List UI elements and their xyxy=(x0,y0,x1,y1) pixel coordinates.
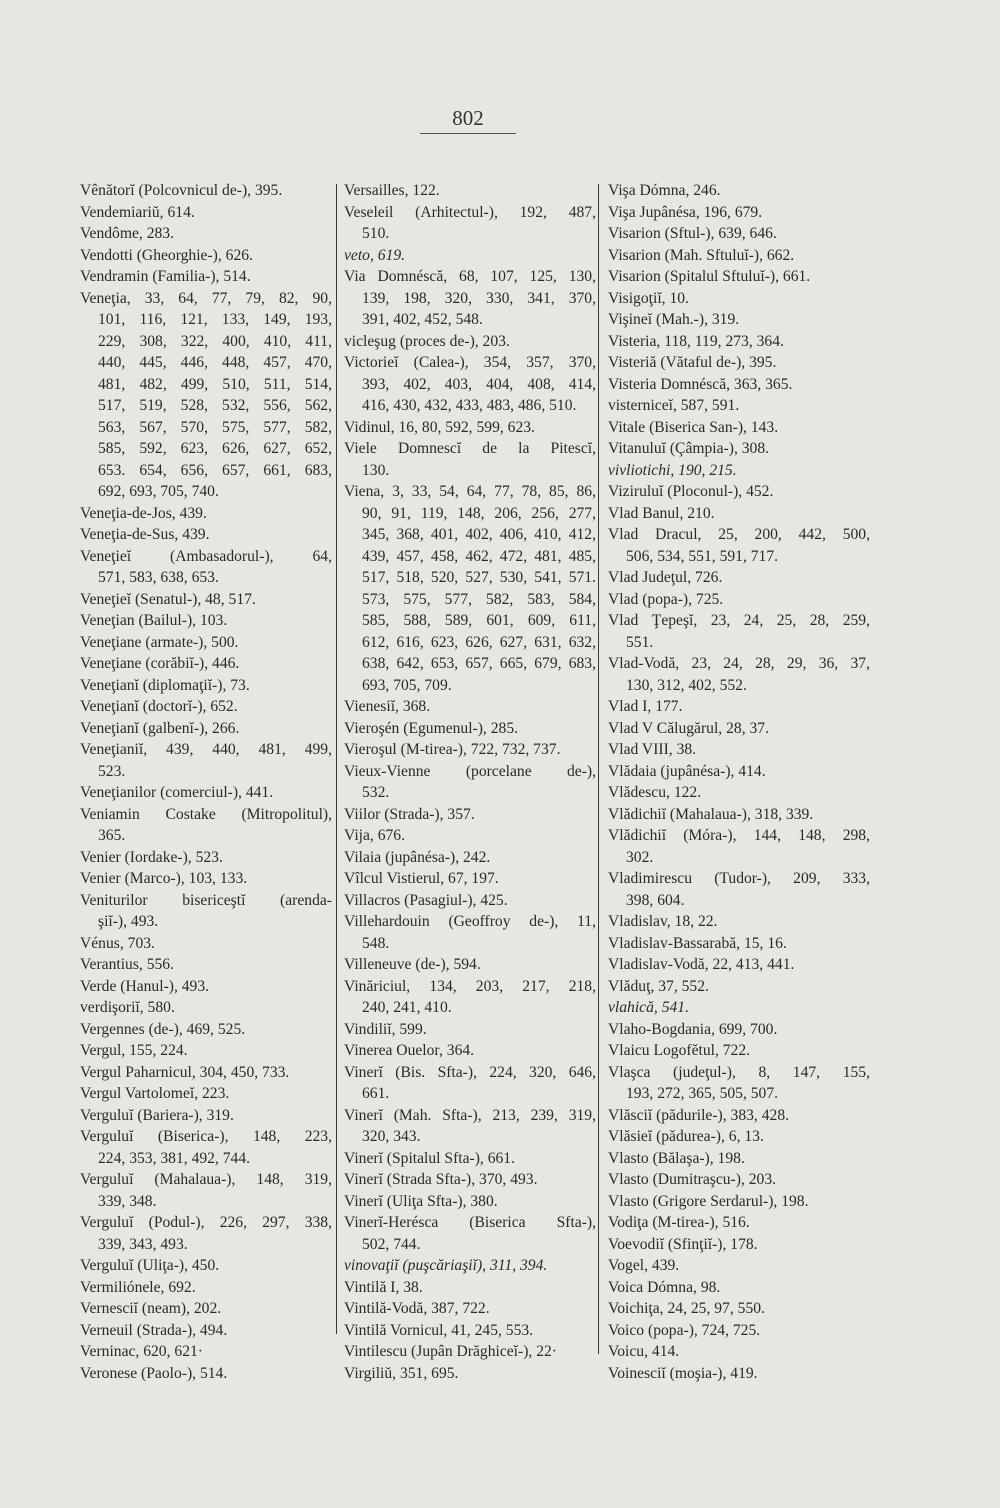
index-entry-line: Vidinul, 16, 80, 592, 599, 623. xyxy=(344,418,535,436)
index-entry-line: Verneuil (Strada-), 494. xyxy=(80,1321,228,1339)
index-entry-line: 551. xyxy=(626,633,654,651)
index-entry-line: 320, 343. xyxy=(362,1128,421,1145)
index-entry-line: Vladislav, 18, 22. xyxy=(608,913,718,930)
index-entry xyxy=(608,1169,870,1191)
index-entry-line: Vinerĭ (Strada Sfta-), 370, 493. xyxy=(344,1171,538,1188)
index-entry xyxy=(608,1320,870,1342)
index-entry-line: 661. xyxy=(362,1085,390,1102)
index-entry-line: Verguluĭ (Podul-), 226, 297, 338, xyxy=(80,1214,332,1231)
index-entry-line: 101, 116, 121, 133, 149, 193, xyxy=(98,311,332,328)
index-entry-line: Vişa Jupânésa, 196, 679. xyxy=(608,203,763,221)
index-entry-line: Verde (Hanul-), 493. xyxy=(80,977,210,995)
index-entry xyxy=(344,718,596,740)
index-entry xyxy=(608,933,870,955)
index-entry xyxy=(344,1212,596,1255)
index-entry xyxy=(608,1255,870,1277)
index-entry-line: Vindiliĭ, 599. xyxy=(344,1020,427,1038)
index-entry-line: 339, 343, 493. xyxy=(98,1235,188,1253)
index-entry-line: Vişineĭ (Mah.-), 319. xyxy=(608,311,740,328)
index-entry xyxy=(80,782,332,804)
index-entry xyxy=(608,180,870,202)
index-entry-line: 439, 457, 458, 462, 472, 481, 485, xyxy=(362,547,596,565)
index-entry xyxy=(608,782,870,804)
index-entry xyxy=(344,1191,596,1213)
index-entry-line: Vlasto (Dumitraşcu-), 203. xyxy=(608,1171,777,1188)
index-entry xyxy=(80,1341,332,1363)
index-entry-line: Vlăsciĭ (pădurile-), 383, 428. xyxy=(608,1106,790,1124)
index-entry-line: Vitanuluĭ (Çâmpia-), 308. xyxy=(608,440,770,457)
index-entry xyxy=(608,567,870,589)
index-entry xyxy=(80,1277,332,1299)
index-entry-line: Viilor (Strada-), 357. xyxy=(344,805,475,823)
index-entry-line: Visarion (Mah. Sftuluĭ-), 662. xyxy=(608,246,795,264)
index-entry-line: Versailles, 122. xyxy=(344,182,440,199)
index-entry-line: Vilaia (jupânésa-), 242. xyxy=(344,848,491,866)
index-entry xyxy=(80,696,332,718)
index-entry xyxy=(608,1105,870,1127)
index-entry-line: Vladislav-Bassarabă, 15, 16. xyxy=(608,934,787,952)
index-entry-line: Veseleil (Arhitectul-), 192, 487, xyxy=(344,203,596,221)
index-entry xyxy=(344,1105,596,1148)
index-entry-line: Verguluĭ (Bariera-), 319. xyxy=(80,1106,234,1124)
index-entry-line: Vlad VIII, 38. xyxy=(608,741,697,758)
index-entry-line: 653. 654, 656, 657, 661, 683, xyxy=(98,461,332,479)
index-entry xyxy=(344,1062,596,1105)
index-entry-line: Vermiliónele, 692. xyxy=(80,1278,196,1296)
index-entry xyxy=(80,546,332,589)
index-entry xyxy=(608,1363,870,1385)
index-entry-line: Vladislav-Vodă, 22, 413, 441. xyxy=(608,956,795,973)
index-entry xyxy=(344,890,596,912)
index-entry-line: Virgiliŭ, 351, 695. xyxy=(344,1364,459,1382)
index-entry xyxy=(80,1169,332,1212)
index-entry-line: Vendramin (Familia-), 514. xyxy=(80,268,251,285)
index-column-3 xyxy=(608,180,870,1384)
index-entry xyxy=(608,1148,870,1170)
index-entry-line: Vintilă-Vodă, 387, 722. xyxy=(344,1300,490,1317)
index-entry-line: Vinerĭ (Bis. Sfta-), 224, 320, 646, xyxy=(344,1063,596,1081)
index-entry xyxy=(608,1062,870,1105)
index-entry-line: Vlaho-Bogdania, 699, 700. xyxy=(608,1020,778,1038)
index-entry xyxy=(608,804,870,826)
index-entry-line: 130, 312, 402, 552. xyxy=(626,676,747,694)
index-entry xyxy=(80,1363,332,1385)
index-entry xyxy=(608,911,870,933)
index-entry-line: Venier (Iordake-), 523. xyxy=(80,848,223,866)
index-entry xyxy=(344,1298,596,1320)
column-divider xyxy=(336,184,337,1334)
index-entry-line: Vlad I, 177. xyxy=(608,698,683,715)
index-entry xyxy=(344,481,596,696)
index-entry-line: Via Domnéscă, 68, 107, 125, 130, xyxy=(344,268,596,285)
index-entry-line: 229, 308, 322, 400, 410, 411, xyxy=(98,332,332,350)
index-entry xyxy=(80,1083,332,1105)
index-entry-line: Veniamin Costake (Mitropolitul), xyxy=(80,805,332,823)
index-entry xyxy=(344,804,596,826)
index-entry xyxy=(80,223,332,245)
index-entry xyxy=(344,352,596,417)
index-entry-line: Villacros (Pasagiul-), 425. xyxy=(344,891,508,909)
index-entry-line: Vieux-Vienne (porcelane de-), xyxy=(344,762,596,780)
index-entry xyxy=(608,739,870,761)
index-entry-line: Verguluĭ (Biserica-), 148, 223, xyxy=(80,1128,332,1145)
index-entry xyxy=(344,1277,596,1299)
index-entry xyxy=(344,1040,596,1062)
index-entry xyxy=(344,1320,596,1342)
index-entry-line: 224, 353, 381, 492, 744. xyxy=(98,1149,251,1167)
index-entry-line: Veneţia-de-Sus, 439. xyxy=(80,526,210,543)
index-entry xyxy=(608,976,870,998)
index-entry xyxy=(80,180,332,202)
index-entry xyxy=(80,718,332,740)
index-entry-line: Veneţianĭ (diplomaţiĭ-), 73. xyxy=(80,676,250,694)
index-entry-line: Vlădichiĭ (Móra-), 144, 148, 298, xyxy=(608,827,870,844)
index-entry-line: 573, 575, 577, 582, 583, 584, xyxy=(362,590,596,608)
index-entry xyxy=(80,503,332,525)
index-entry xyxy=(80,610,332,632)
index-column-1 xyxy=(80,180,332,1384)
index-entry xyxy=(80,202,332,224)
index-entry xyxy=(608,868,870,911)
index-entry xyxy=(608,1234,870,1256)
index-entry xyxy=(80,997,332,1019)
index-entry-line: Vlaşca (judeţul-), 8, 147, 155, xyxy=(608,1063,870,1081)
index-entry-line: Veneţianĭ (galbenĭ-), 266. xyxy=(80,719,240,737)
page-number: 802 xyxy=(420,106,516,134)
index-entry xyxy=(608,1126,870,1148)
column-divider xyxy=(598,184,599,1354)
index-entry-line: Vernesciĭ (neam), 202. xyxy=(80,1300,222,1317)
index-entry xyxy=(608,352,870,374)
index-entry xyxy=(344,1341,596,1363)
index-entry-line: Venier (Marco-), 103, 133. xyxy=(80,870,248,887)
index-column-2 xyxy=(344,180,596,1384)
index-entry-line: Villehardouin (Geoffroy de-), 11, xyxy=(344,913,596,930)
index-entry-line: 548. xyxy=(362,934,390,952)
index-entry xyxy=(608,761,870,783)
index-entry xyxy=(80,847,332,869)
index-entry-line: Voicu, 414. xyxy=(608,1343,680,1360)
index-entry xyxy=(344,696,596,718)
index-entry xyxy=(608,460,870,482)
index-entry xyxy=(608,696,870,718)
index-entry-line: 345, 368, 401, 402, 406, 410, 412, xyxy=(362,526,596,543)
index-entry xyxy=(608,245,870,267)
index-entry-line: 585, 592, 623, 626, 627, 652, xyxy=(98,440,332,457)
index-entry-line: Voica Dómna, 98. xyxy=(608,1278,721,1296)
index-entry-line: 517, 519, 528, 532, 556, 562, xyxy=(98,397,332,414)
index-entry-line: Vieroşul (M-tirea-), 722, 732, 737. xyxy=(344,741,561,758)
index-entry xyxy=(608,653,870,696)
index-entry xyxy=(608,223,870,245)
index-entry-line: 440, 445, 446, 448, 457, 470, xyxy=(98,354,332,371)
index-entry xyxy=(608,610,870,653)
index-entry-line: 139, 198, 320, 330, 341, 370, xyxy=(362,289,596,307)
index-entry-line: Voevodiĭ (Sfinţiĭ-), 178. xyxy=(608,1235,758,1253)
index-entry-line: Veneţian (Bailul-), 103. xyxy=(80,612,228,629)
index-entry xyxy=(344,761,596,804)
index-entry xyxy=(608,1019,870,1041)
index-entry-line: Vlad Judeţul, 726. xyxy=(608,569,723,586)
index-entry-line: Vlasto (Bălaşa-), 198. xyxy=(608,1149,745,1167)
index-entry-line: Vieroşén (Egumenul-), 285. xyxy=(344,719,519,737)
index-entry-line: Visteria, 118, 119, 273, 364. xyxy=(608,332,784,350)
index-entry-line: Vlăduţ, 37, 552. xyxy=(608,977,709,995)
index-entry-line: 510. xyxy=(362,225,390,242)
index-entry-line: Vogel, 439. xyxy=(608,1257,680,1274)
index-entry xyxy=(608,374,870,396)
index-entry-line: Vodiţa (M-tirea-), 516. xyxy=(608,1214,750,1231)
index-entry-line: 416, 430, 432, 433, 483, 486, 510. xyxy=(362,397,577,414)
index-entry xyxy=(344,954,596,976)
index-entry xyxy=(608,1191,870,1213)
index-entry-line: Vênătorĭ (Polcovnicul de-), 395. xyxy=(80,182,283,199)
index-entry-line: 523. xyxy=(98,762,126,780)
index-entry xyxy=(344,331,596,353)
index-entry-line: Vienesiĭ, 368. xyxy=(344,698,431,715)
index-entry xyxy=(80,288,332,503)
index-entry-line: Vendemiariŭ, 614. xyxy=(80,203,195,221)
index-entry-line: 393, 402, 403, 404, 408, 414, xyxy=(362,375,596,393)
index-entry-line: Vlădichiĭ (Mahalaua-), 318, 339. xyxy=(608,805,814,823)
index-entry-line: veto, 619. xyxy=(344,246,406,264)
index-entry xyxy=(80,1212,332,1255)
index-entry-line: Vintilescu (Jupân Drăghiceĭ-), 22· xyxy=(344,1343,557,1360)
index-entry-line: Voichiţa, 24, 25, 97, 550. xyxy=(608,1300,765,1317)
index-entry xyxy=(608,718,870,740)
index-entry-line: Veneţia-de-Jos, 439. xyxy=(80,504,207,522)
index-entry-line: Veneţieĭ (Senatul-), 48, 517. xyxy=(80,590,256,608)
index-entry xyxy=(80,632,332,654)
index-entry-line: verdişoriĭ, 580. xyxy=(80,999,175,1016)
index-entry-line: Vendôme, 283. xyxy=(80,225,174,242)
index-entry-line: Vergul Vartolomeĭ, 223. xyxy=(80,1085,230,1102)
index-entry xyxy=(608,589,870,611)
index-entry-line: Vintilă I, 38. xyxy=(344,1278,423,1296)
index-entry-line: Voinesciĭ (moşia-), 419. xyxy=(608,1364,758,1382)
index-entry-line: Vija, 676. xyxy=(344,827,405,844)
index-entry-line: visterniceĭ, 587, 591. xyxy=(608,397,740,414)
index-entry xyxy=(80,524,332,546)
index-entry-line: Vénus, 703. xyxy=(80,934,155,952)
index-entry xyxy=(344,739,596,761)
index-entry-line: Vinerĭ (Uliţa Sfta-), 380. xyxy=(344,1192,498,1210)
index-entry xyxy=(80,1019,332,1041)
index-entry-line: vlahică, 541. xyxy=(608,999,689,1016)
index-entry xyxy=(80,739,332,782)
index-entry-line: Veneţieĭ (Ambasadorul-), 64, xyxy=(80,547,332,565)
index-entry-line: Villeneuve (de-), 594. xyxy=(344,956,481,973)
index-entry xyxy=(608,503,870,525)
index-entry-line: 339, 348. xyxy=(98,1192,157,1210)
index-entry-line: 571, 583, 638, 653. xyxy=(98,569,219,586)
index-entry xyxy=(80,1105,332,1127)
index-entry-line: 398, 604. xyxy=(626,891,685,909)
index-entry-line: 481, 482, 499, 510, 511, 514, xyxy=(98,375,332,393)
index-entry-line: Vendotti (Gheorghie-), 626. xyxy=(80,246,253,264)
index-entry xyxy=(608,1040,870,1062)
index-entry-line: Viziruluĭ (Ploconul-), 452. xyxy=(608,483,774,500)
index-entry xyxy=(344,245,596,267)
index-entry-line: 585, 588, 589, 601, 609, 611, xyxy=(362,612,596,629)
index-entry xyxy=(344,825,596,847)
index-entry-line: Visigoţiĭ, 10. xyxy=(608,289,689,307)
index-entry xyxy=(344,1148,596,1170)
index-entry-line: Vlad V Călugărul, 28, 37. xyxy=(608,719,769,737)
index-entry-line: Vlad Banul, 210. xyxy=(608,504,715,522)
index-entry xyxy=(80,266,332,288)
index-entry xyxy=(80,675,332,697)
index-entry xyxy=(608,524,870,567)
index-entry-line: Vişa Dómna, 246. xyxy=(608,182,721,199)
index-entry xyxy=(608,417,870,439)
index-entry xyxy=(80,1062,332,1084)
index-entry xyxy=(80,804,332,847)
index-entry xyxy=(80,890,332,933)
index-entry xyxy=(608,1212,870,1234)
index-entry-line: 638, 642, 653, 657, 665, 679, 683, xyxy=(362,655,596,672)
index-entry xyxy=(608,309,870,331)
index-entry-line: Veneţianilor (comerciul-), 441. xyxy=(80,784,274,801)
index-entry xyxy=(80,1320,332,1342)
index-entry xyxy=(608,1341,870,1363)
index-entry-line: Verguluĭ (Mahalaua-), 148, 319, xyxy=(80,1171,332,1188)
index-entry-line: 365. xyxy=(98,827,126,844)
index-entry xyxy=(608,1277,870,1299)
index-entry xyxy=(608,481,870,503)
index-entry-line: Vlad (popa-), 725. xyxy=(608,590,724,608)
index-entry xyxy=(80,589,332,611)
index-entry-line: Veneţianiĭ, 439, 440, 481, 499, xyxy=(80,741,332,758)
index-entry-line: Veneţia, 33, 64, 77, 79, 82, 90, xyxy=(80,289,332,307)
index-entry-line: vinovaţiĭ (puşcăriaşiĭ), 311, 394. xyxy=(344,1257,548,1274)
index-entry-line: Visteriă (Vătaful de-), 395. xyxy=(608,354,777,371)
index-entry-line: 612, 616, 623, 626, 627, 631, 632, xyxy=(362,633,596,651)
index-entry-line: Vlădaia (jupânésa-), 414. xyxy=(608,762,766,780)
index-entry-line: Vinerea Ouelor, 364. xyxy=(344,1042,475,1059)
index-entry xyxy=(80,954,332,976)
index-entry xyxy=(344,1255,596,1277)
index-entry-line: 506, 534, 551, 591, 717. xyxy=(626,547,779,565)
index-entry-line: Veronese (Paolo-), 514. xyxy=(80,1364,228,1382)
index-entry xyxy=(80,1255,332,1277)
index-entry xyxy=(344,202,596,245)
index-entry-line: 130. xyxy=(362,461,390,479)
index-entry xyxy=(608,825,870,868)
index-entry-line: Viele Domnescĭ de la Pitescĭ, xyxy=(344,440,596,457)
index-entry xyxy=(608,1298,870,1320)
index-entry-line: 391, 402, 452, 548. xyxy=(362,311,483,328)
index-entry xyxy=(80,1126,332,1169)
index-entry xyxy=(80,976,332,998)
index-entry-line: Vintilă Vornicul, 41, 245, 553. xyxy=(344,1321,534,1339)
index-entry xyxy=(608,954,870,976)
index-entry xyxy=(80,933,332,955)
index-entry xyxy=(344,976,596,1019)
index-entry xyxy=(608,202,870,224)
index-entry-line: Verninac, 620, 621· xyxy=(80,1343,203,1360)
index-entry-line: Visarion (Spitalul Sftuluĭ-), 661. xyxy=(608,268,811,285)
index-entry xyxy=(608,266,870,288)
index-entry-line: vivliotichi, 190, 215. xyxy=(608,461,737,479)
index-entry-line: Vlasto (Grigore Serdarul-), 198. xyxy=(608,1192,809,1210)
index-entry-line: Vitale (Biserica San-), 143. xyxy=(608,418,779,436)
index-entry-line: Vinerĭ (Spitalul Sfta-), 661. xyxy=(344,1149,515,1167)
index-entry-line: Veniturilor bisericeştĭ (arenda- xyxy=(80,891,332,909)
index-entry-line: 692, 693, 705, 740. xyxy=(98,483,219,500)
index-entry-line: Voico (popa-), 724, 725. xyxy=(608,1321,761,1339)
index-entry-line: Verantius, 556. xyxy=(80,956,174,973)
index-entry-line: Vergennes (de-), 469, 525. xyxy=(80,1020,246,1038)
index-entry-line: Vlad Ţepeşĭ, 23, 24, 25, 28, 259, xyxy=(608,612,870,629)
index-entry-line: Vergul Paharnicul, 304, 450, 733. xyxy=(80,1063,290,1081)
index-entry xyxy=(344,417,596,439)
index-entry xyxy=(80,868,332,890)
index-entry-line: Vinerĭ (Mah. Sfta-), 213, 239, 319, xyxy=(344,1106,596,1124)
index-entry xyxy=(608,997,870,1019)
index-entry xyxy=(344,266,596,331)
index-entry-line: Vinăriciul, 134, 203, 217, 218, xyxy=(344,977,596,995)
index-entry-line: 90, 91, 119, 148, 206, 256, 277, xyxy=(362,504,596,522)
index-entry-line: 502, 744. xyxy=(362,1235,421,1253)
index-entry xyxy=(80,1298,332,1320)
index-entry xyxy=(344,1019,596,1041)
index-entry xyxy=(608,438,870,460)
index-entry-line: Veneţiane (armate-), 500. xyxy=(80,633,239,651)
index-entry xyxy=(80,1040,332,1062)
index-entry-line: Victorieĭ (Calea-), 354, 357, 370, xyxy=(344,354,596,371)
index-entry xyxy=(344,180,596,202)
index-entry-line: 517, 518, 520, 527, 530, 541, 571. xyxy=(362,569,596,586)
index-entry-line: 240, 241, 410. xyxy=(362,999,452,1016)
index-entry-line: Verguluĭ (Uliţa-), 450. xyxy=(80,1257,220,1274)
index-entry xyxy=(344,1363,596,1385)
index-entry xyxy=(344,438,596,481)
index-entry-line: Visarion (Sftul-), 639, 646. xyxy=(608,225,777,242)
index-entry-line: 563, 567, 570, 575, 577, 582, xyxy=(98,418,332,436)
index-entry xyxy=(344,847,596,869)
index-entry-line: Vlădescu, 122. xyxy=(608,784,702,801)
index-entry-line: 693, 705, 709. xyxy=(362,676,452,694)
index-entry xyxy=(344,911,596,954)
index-entry-line: Vlăsieĭ (pădurea-), 6, 13. xyxy=(608,1128,764,1145)
index-entry-line: şiĭ-), 493. xyxy=(98,913,159,930)
index-entry-line: 532. xyxy=(362,784,390,801)
index-entry xyxy=(80,653,332,675)
index-entry-line: Viena, 3, 33, 54, 64, 77, 78, 85, 86, xyxy=(344,483,596,500)
index-entry-line: 193, 272, 365, 505, 507. xyxy=(626,1085,779,1102)
index-entry-line: Vlad-Vodă, 23, 24, 28, 29, 36, 37, xyxy=(608,655,870,672)
index-entry-line: Veneţianĭ (doctorĭ-), 652. xyxy=(80,698,238,715)
index-entry-line: Vladimirescu (Tudor-), 209, 333, xyxy=(608,870,870,887)
index-entry-line: Veneţiane (corăbiĭ-), 446. xyxy=(80,655,240,672)
index-entry xyxy=(80,245,332,267)
index-entry-line: Vinerĭ-Herésca (Biserica Sfta-), xyxy=(344,1214,596,1231)
index-entry-line: Visteria Domnéscă, 363, 365. xyxy=(608,375,793,393)
index-entry-line: vicleşug (proces de-), 203. xyxy=(344,332,510,350)
index-entry-line: 302. xyxy=(626,848,654,866)
index-entry xyxy=(344,868,596,890)
index-entry xyxy=(608,395,870,417)
index-entry xyxy=(344,1169,596,1191)
index-entry-line: Vîlcul Vistierul, 67, 197. xyxy=(344,870,499,887)
index-entry-line: Vlad Dracul, 25, 200, 442, 500, xyxy=(608,526,870,543)
index-entry xyxy=(608,288,870,310)
index-entry-line: Vlaicu Logofĕtul, 722. xyxy=(608,1042,751,1059)
index-entry-line: Vergul, 155, 224. xyxy=(80,1042,188,1059)
index-entry xyxy=(608,331,870,353)
